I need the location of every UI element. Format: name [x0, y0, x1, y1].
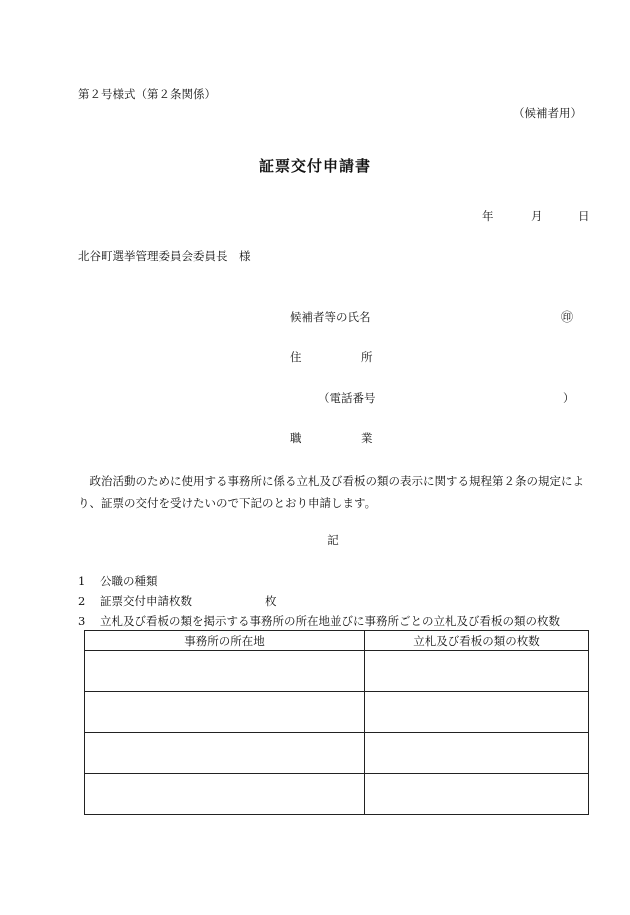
- sign-count-cell: [365, 774, 589, 815]
- sign-count-cell: [365, 651, 589, 692]
- address-label-part2: 所: [361, 350, 373, 364]
- occupation-label-part2: 業: [361, 431, 373, 445]
- item-number: 3: [78, 614, 86, 628]
- ki-heading: 記: [327, 533, 339, 547]
- sign-count-cell: [365, 692, 589, 733]
- occupation-label-part1: 職: [290, 431, 302, 445]
- table-row: [85, 651, 589, 692]
- phone-close-paren: ）: [563, 391, 575, 405]
- item-text: 立札及び看板の類を掲示する事務所の所在地並びに事務所ごとの立札及び看板の類の枚数: [100, 614, 560, 628]
- list-item: [78, 613, 560, 629]
- sign-count-cell: [365, 733, 589, 774]
- office-location-header: 事務所の所在地: [85, 631, 365, 651]
- sign-count-header: 立札及び看板の類の枚数: [365, 631, 589, 651]
- date-year-label: 年: [482, 209, 494, 223]
- candidate-name-label: 候補者等の氏名: [290, 310, 371, 324]
- table-row: [85, 774, 589, 815]
- form-number: 第２号様式（第２条関係）: [78, 87, 216, 101]
- item-number: 1: [78, 574, 86, 588]
- date-month-label: 月: [531, 209, 543, 223]
- office-location-cell: [85, 651, 365, 692]
- page-title: 証票交付申請書: [258, 157, 371, 175]
- seal-mark: ㊞: [561, 310, 574, 324]
- list-item: [78, 573, 158, 589]
- phone-label: （電話番号: [318, 391, 376, 405]
- office-table: [84, 630, 589, 815]
- addressee: 北谷町選挙管理委員会委員長 様: [78, 249, 251, 263]
- office-location-cell: [85, 774, 365, 815]
- list-item: [78, 593, 192, 609]
- item-text: 証票交付申請枚数: [100, 594, 192, 608]
- office-location-cell: [85, 733, 365, 774]
- office-location-cell: [85, 692, 365, 733]
- table-row: [85, 692, 589, 733]
- date-day-label: 日: [578, 209, 590, 223]
- role-label: （候補者用）: [513, 106, 582, 120]
- item-unit: 枚: [265, 594, 277, 608]
- address-label-part1: 住: [290, 350, 302, 364]
- item-number: 2: [78, 594, 86, 608]
- request-body-text: 政治活動のために使用する事務所に係る立札及び看板の類の表示に関する規程第２条の規定により、証票の交付を受けたいので下記のとおり申請します。: [78, 474, 584, 510]
- table-row: [85, 733, 589, 774]
- item-text: 公職の種類: [100, 574, 158, 588]
- table-header-row: [85, 631, 589, 651]
